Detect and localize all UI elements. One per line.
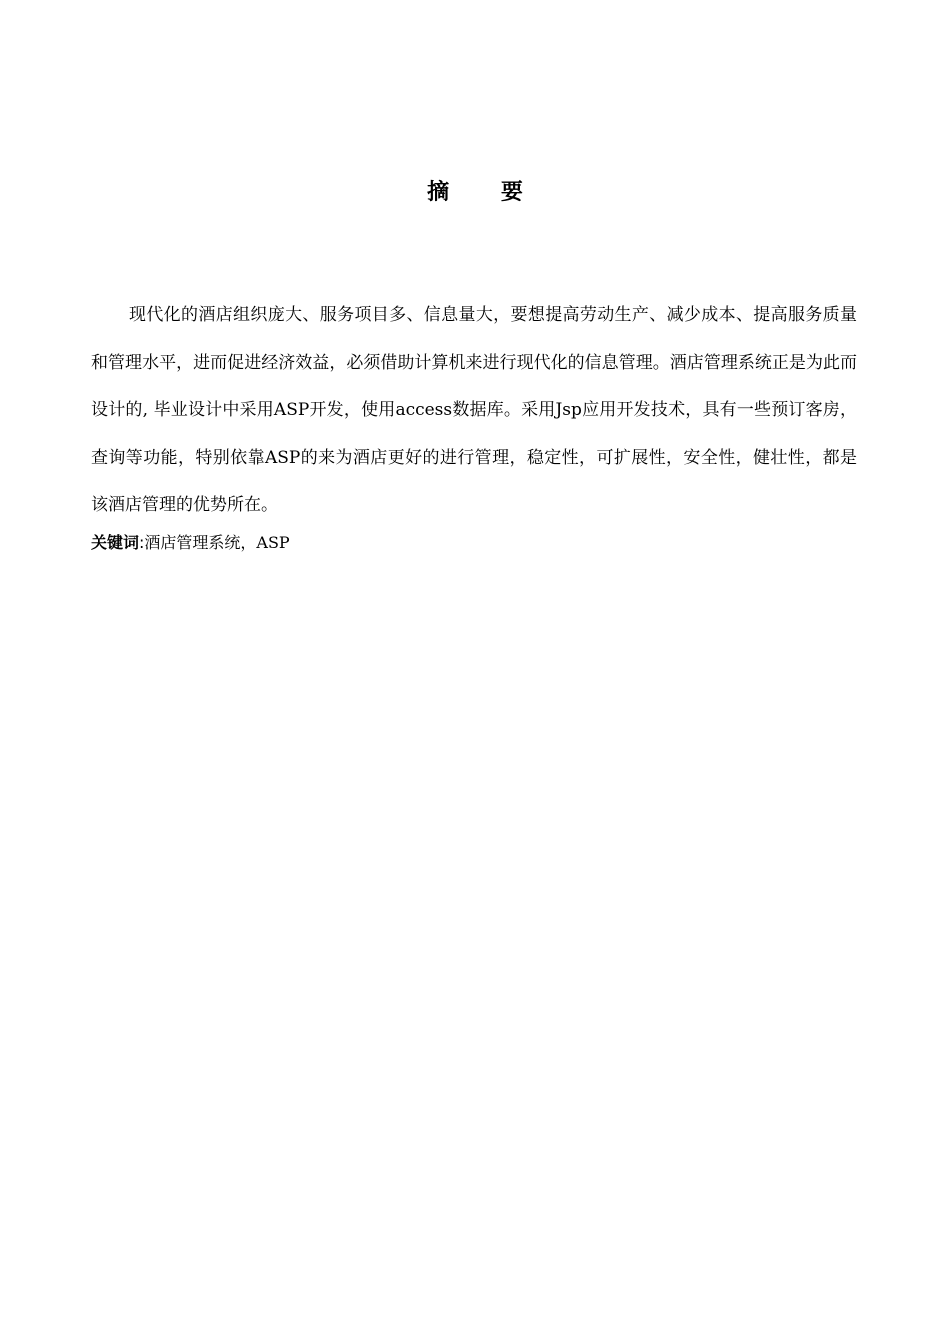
keywords-label: 关键词 bbox=[91, 533, 140, 552]
abstract-paragraph: 现代化的酒店组织庞大、服务项目多、信息量大，要想提高劳动生产、减少成本、提高服务质量和管理水平，进而促进经济效益，必须借助计算机来进行现代化的信息管理。酒店管理系统正是为此而设计的, 毕业设计中采用ASP开发，使用access数据库。采用Jsp应用开发技术，具有一些预订客房，查询等功能，特别依靠ASP的来为酒店更好的进行管理，稳定性，可扩展性，安全性，健壮性，都是该酒店管理的优势所在。 bbox=[91, 305, 858, 515]
keywords-line bbox=[91, 528, 857, 559]
keywords-value: 酒店管理系统，ASP bbox=[144, 533, 290, 552]
keywords-separator: : bbox=[139, 533, 145, 552]
abstract-title: 摘 要 bbox=[427, 180, 545, 205]
